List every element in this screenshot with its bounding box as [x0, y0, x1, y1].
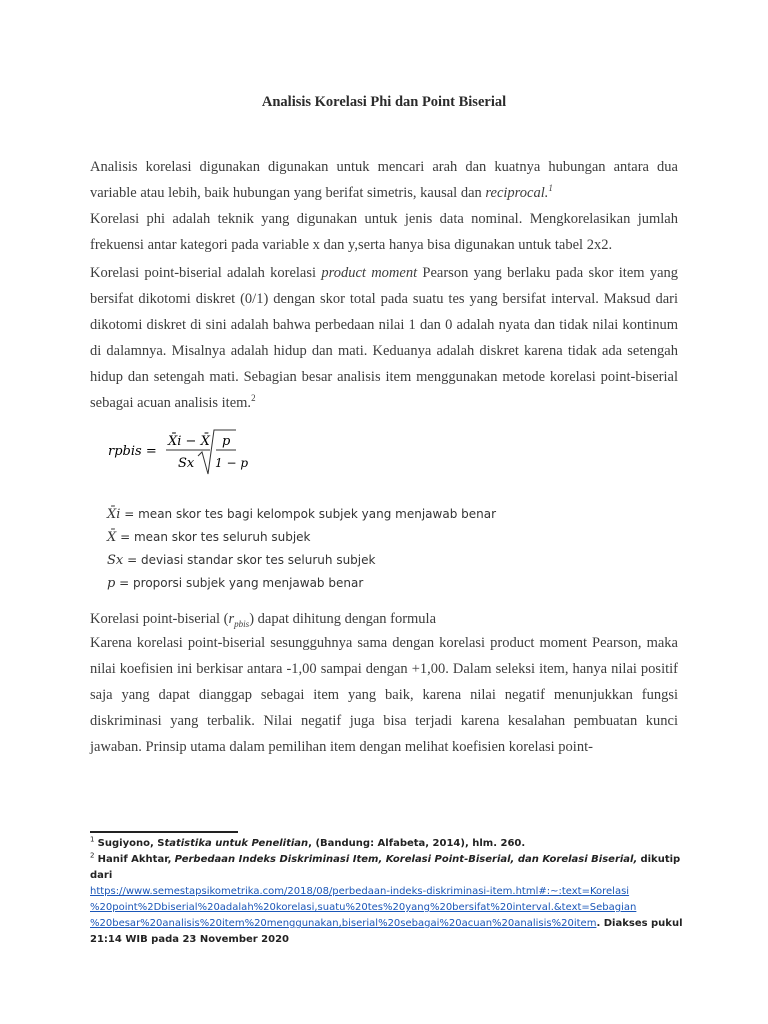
- footnote-accessed: . Diakses pukul: [596, 918, 683, 929]
- formula-svg: [106, 422, 266, 482]
- caption-subscript: pbis: [234, 618, 250, 629]
- footnote-2: [90, 852, 690, 884]
- paragraph-intro-text: Analisis korelasi digunakan digunakan untuk mencari arah dan kuatnya hubungan antara dua variable atau lebih, baik hubungan yang berifat simetris, kausal dan: [90, 159, 678, 201]
- footnote-link-line-2[interactable]: %20point%2Dbiserial%20adalah%20korelasi,suatu%20tes%20yang%20bersifat%20interval.&text=Sebagian: [90, 902, 637, 913]
- footnote-title: tatistika untuk Penelitian: [164, 838, 309, 849]
- paragraph-coefficient: [90, 630, 678, 760]
- footnote-title: Perbedaan Indeks Diskriminasi Item, Korelasi Point-Biserial, dan Korelasi Biserial,: [174, 854, 638, 865]
- paragraph-pb-after: Pearson yang berlaku pada skor item yang bersifat dikotomi diskret (0/1) dengan skor total pada suatu tes yang bersifat interval. Maksud dari dikotomi diskret di sini adalah bahwa perbedaan nilai 1 dan 0 adalah nyata dan tidak nilai kontinum di dalamnya. Misalnya adalah hidup dan mati. Keduanya adalah diskret karena tidak ada setengah hidup dan setengah mati. Sebagian besar analisis item menggunakan metode korelasi point-biserial sebagai acuan analisis item.: [90, 265, 679, 411]
- footnote-link-line-1[interactable]: https://www.semestapsikometrika.com/2018/08/perbedaan-indeks-diskriminasi-item.html#:~:text=Korelasi: [90, 886, 630, 897]
- footnote-1: [90, 836, 690, 852]
- definition-symbol: X̄: [107, 530, 117, 545]
- definition-text: = mean skor tes seluruh subjek: [120, 530, 311, 544]
- paragraph-phi: [90, 206, 678, 258]
- paragraph-intro: [90, 154, 678, 206]
- footnote-ref-1[interactable]: 1: [548, 183, 553, 194]
- caption-after: ) dapat dihitung dengan formula: [249, 611, 437, 627]
- definition-symbol: Sx: [107, 553, 124, 568]
- definition-symbol: p: [107, 576, 116, 591]
- footnote-2-link[interactable]: [90, 884, 690, 900]
- definition-text: = mean skor tes bagi kelompok subjek yang menjawab benar: [124, 507, 497, 521]
- paragraph-phi-text: Korelasi phi adalah teknik yang digunakan untuk jenis data nominal. Mengkorelasikan jumlah frekuensi antar kategori pada variable x dan y,serta hanya bisa digunakan untuk tabel 2x2.: [90, 211, 678, 253]
- footnote-number: 1: [90, 835, 95, 844]
- formula-denominator: Sx: [178, 456, 195, 471]
- footnote-mid: dikutip dari: [90, 854, 681, 881]
- footnote-author: Sugiyono, S: [97, 838, 165, 849]
- paragraph-pb-italic: product moment: [321, 265, 418, 281]
- formula-lhs: rpbis =: [108, 444, 157, 459]
- caption-before: Korelasi point-biserial (: [90, 611, 229, 627]
- root-numerator: p: [222, 434, 231, 449]
- definition-text: = deviasi standar skor tes seluruh subjek: [127, 553, 376, 567]
- definition-row: [107, 572, 496, 595]
- root-denominator: 1 − p: [215, 456, 248, 470]
- formula-numerator: X̄i − X̄: [168, 434, 210, 449]
- paragraph-intro-italic: reciprocal.: [485, 185, 549, 201]
- footnote-author: Hanif Akhtar,: [97, 854, 172, 865]
- footnotes: [90, 836, 690, 948]
- caption-italic: r: [228, 611, 235, 627]
- footnote-ref-2[interactable]: 2: [251, 393, 256, 404]
- paragraph-point-biserial: [90, 260, 678, 416]
- footnote-rest: , (Bandung: Alfabeta, 2014), hlm. 260.: [308, 838, 526, 849]
- footnote-number: 2: [90, 851, 95, 860]
- definition-text: = proporsi subjek yang menjawab benar: [119, 576, 364, 590]
- footnote-access-date: 21:14 WIB pada 23 November 2020: [90, 934, 290, 945]
- paragraph-pb-before: Korelasi point-biserial adalah korelasi: [90, 265, 317, 281]
- definition-row: [107, 526, 496, 549]
- definition-symbol: X̄i: [107, 507, 121, 522]
- rpbis-formula: [106, 422, 266, 482]
- footnote-separator: [90, 831, 238, 833]
- document-title: Analisis Korelasi Phi dan Point Biserial: [261, 94, 507, 110]
- definition-row: [107, 549, 496, 572]
- footnote-link-line-3[interactable]: %20besar%20analisis%20item%20menggunakan,biserial%20sebagai%20acuan%20analisis%20item: [90, 918, 597, 929]
- definition-row: [107, 503, 496, 526]
- formula-definitions: [107, 503, 496, 595]
- paragraph-coefficient-text: Karena korelasi point-biserial sesungguhnya sama dengan korelasi product moment Pearson, maka nilai koefisien ini berkisar antara -1,00 sampai dengan +1,00. Dalam seleksi item, hanya nilai positif saja yang dapat dianggap sebagai item yang baik, karena nilai negatif menunjukkan fungsi diskriminasi yang terbalik. Nilai negatif juga bisa terjadi karena kesalahan pembuatan kunci jawaban. Prinsip utama dalam pemilihan item dengan melihat koefisien korelasi point-: [90, 635, 678, 755]
